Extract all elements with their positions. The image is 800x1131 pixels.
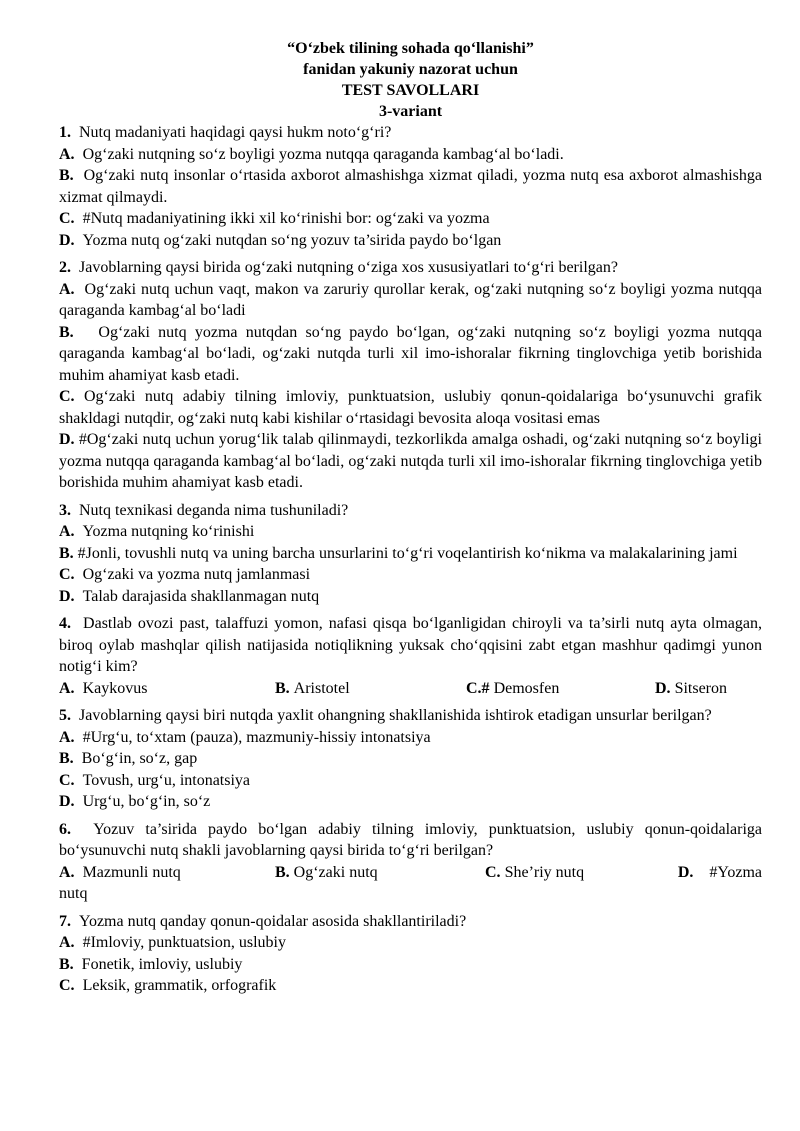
option-text: Urg‘u, bo‘g‘in, so‘z	[82, 793, 211, 810]
option-letter: B.	[275, 863, 290, 881]
options-row	[59, 862, 762, 884]
option-d	[59, 230, 762, 252]
option-text: Og‘zaki nutqning so‘z boyligi yozma nutqqa qaraganda kambag‘al bo‘ladi.	[82, 145, 564, 163]
option-letter: A.	[59, 863, 75, 881]
question-stem: Yozuv ta’sirida paydo bo‘lgan adabiy tilning imloviy, punktuatsion, uslubiy qonun-qoidalariga bo‘ysunuvchi nutq shakli javoblarning qaysi birida to‘g‘ri berilgan?	[59, 820, 762, 859]
option-d	[59, 586, 762, 608]
question-text	[59, 500, 762, 522]
question-7	[59, 911, 762, 997]
option-a	[59, 862, 275, 884]
option-c	[59, 386, 762, 429]
question-text	[59, 122, 762, 144]
option-text: Og‘zaki nutq yozma nutqdan so‘ng paydo bo‘lgan, og‘zaki nutqning so‘z boyligi yozma nutqqa qaraganda kambag‘al bo‘ladi, og‘zaki nutqda turli xil imo-ishoralar fikrning tinglovchiga yetib borishida muhim ahamiyat kasb etadi.	[59, 323, 762, 384]
option-text: nutq	[59, 885, 88, 902]
option-c	[466, 678, 655, 700]
option-letter: D.	[677, 863, 694, 881]
question-number: 3.	[59, 501, 71, 519]
option-letter: C.#	[466, 679, 490, 697]
question-number: 4.	[59, 615, 71, 632]
option-letter: C.	[59, 210, 75, 227]
option-letter: B.	[59, 955, 74, 973]
option-letter: C.	[59, 977, 75, 994]
option-d-continuation	[59, 883, 762, 905]
option-text: Demosfen	[493, 679, 560, 697]
option-letter: D.	[59, 231, 75, 249]
option-text: Fonetik, imloviy, uslubiy	[81, 955, 243, 973]
question-number: 6.	[59, 820, 71, 838]
option-a	[59, 932, 762, 954]
option-letter: A.	[59, 934, 75, 951]
option-text: Aristotel	[293, 679, 350, 697]
option-letter: A.	[59, 280, 75, 298]
option-text: Talab darajasida shakllanmagan nutq	[82, 587, 320, 605]
question-2	[59, 257, 762, 494]
question-text	[59, 819, 762, 862]
option-d	[655, 678, 762, 700]
test-document	[59, 38, 762, 997]
option-a	[59, 727, 762, 749]
question-number: 2.	[59, 259, 71, 276]
option-text: Yozma nutqning ko‘rinishi	[82, 523, 255, 540]
option-text: #Nutq madaniyatining ikki xil ko‘rinishi bor: og‘zaki va yozma	[82, 210, 490, 227]
option-text: #Jonli, tovushli nutq va uning barcha unsurlarini to‘g‘ri voqelantirish ko‘nikma va malakalarining jami	[77, 544, 738, 562]
options-row	[59, 678, 762, 700]
option-letter: B.	[59, 323, 74, 341]
option-b	[59, 748, 762, 770]
option-letter: C.	[59, 388, 75, 405]
header-variant: 3-variant	[378, 103, 443, 120]
option-c	[485, 862, 663, 884]
option-letter: B.	[59, 750, 74, 767]
option-letter: A.	[59, 145, 75, 163]
option-text: Og‘zaki nutq uchun vaqt, makon va zaruriy qurollar kerak, og‘zaki nutqning so‘z boyligi yozma nutqqa qaraganda kambag‘al bo‘ladi	[59, 280, 762, 319]
option-letter: A.	[59, 679, 75, 697]
option-text: Og‘zaki va yozma nutq jamlanmasi	[82, 566, 311, 583]
option-b	[59, 543, 762, 565]
question-3	[59, 500, 762, 608]
option-a	[59, 521, 762, 543]
question-stem: Yozma nutq qanday qonun-qoidalar asosida shakllantiriladi?	[79, 912, 467, 930]
question-text	[59, 911, 762, 933]
option-text: Kaykovus	[82, 679, 148, 697]
option-b	[59, 954, 762, 976]
question-text	[59, 705, 762, 727]
option-d	[663, 862, 762, 884]
option-text: #Urg‘u, to‘xtam (pauza), mazmuniy-hissiy intonatsiya	[82, 728, 431, 746]
option-text: Yozma nutq og‘zaki nutqdan so‘ng yozuv ta’sirida paydo bo‘lgan	[82, 231, 502, 249]
option-b	[59, 165, 762, 208]
option-letter: B.	[59, 544, 74, 562]
option-b	[275, 862, 485, 884]
option-letter: D.	[655, 679, 671, 697]
option-letter: A.	[59, 523, 75, 540]
option-d	[59, 429, 762, 494]
option-b	[275, 678, 466, 700]
option-text: #Imloviy, punktuatsion, uslubiy	[82, 934, 286, 951]
option-c	[59, 770, 762, 792]
option-letter: C.	[59, 771, 75, 789]
question-stem: Nutq madaniyati haqidagi qaysi hukm noto‘g‘ri?	[79, 124, 392, 141]
option-text: She’riy nutq	[504, 863, 585, 881]
question-5	[59, 705, 762, 813]
question-number: 1.	[59, 124, 71, 141]
option-letter: C.	[485, 863, 501, 881]
option-c	[59, 564, 762, 586]
option-a	[59, 678, 275, 700]
question-stem: Javoblarning qaysi biri nutqda yaxlit ohangning shakllanishida ishtirok etadigan unsurlar berilgan?	[79, 707, 712, 724]
option-d	[59, 791, 762, 813]
option-a	[59, 144, 762, 166]
question-stem: Nutq texnikasi deganda nima tushuniladi?	[79, 501, 349, 519]
question-text	[59, 257, 762, 279]
option-letter: D.	[59, 431, 75, 448]
option-letter: D.	[59, 587, 75, 605]
question-number: 5.	[59, 707, 71, 724]
option-text: Leksik, grammatik, orfografik	[82, 977, 277, 994]
header-subtitle: fanidan yakuniy nazorat uchun	[303, 61, 518, 78]
option-text: Sitseron	[674, 679, 728, 697]
option-text: Og‘zaki nutq	[293, 863, 378, 881]
document-header	[59, 38, 762, 122]
option-a	[59, 279, 762, 322]
option-letter: A.	[59, 728, 75, 746]
option-letter: D.	[59, 793, 75, 810]
question-1	[59, 122, 762, 251]
question-stem: Dastlab ovozi past, talaffuzi yomon, nafasi qisqa bo‘lganligidan chiroyli va ta’sirli nutq ayta olmagan, biroq oylab mashqlar qilish natijasida notiqlikning yuksak cho‘qqisini zabt etgan mashhur qadimgi yunon notig‘i kim?	[59, 615, 763, 675]
question-6	[59, 819, 762, 905]
option-letter: B.	[275, 679, 290, 697]
option-text: Tovush, urg‘u, intonatsiya	[82, 771, 251, 789]
question-number: 7.	[59, 912, 71, 930]
question-stem: Javoblarning qaysi birida og‘zaki nutqning o‘ziga xos xususiyatlari to‘g‘ri berilgan?	[79, 259, 618, 276]
header-test-title: TEST SAVOLLARI	[341, 82, 480, 99]
option-text: Og‘zaki nutq adabiy tilning imloviy, punktuatsion, uslubiy qonun-qoidalariga bo‘ysunuvchi grafik shakldagi nutqdir, og‘zaki nutq kabi kishilar o‘rtasidagi bevosita aloqa vositasi emas	[59, 388, 762, 427]
option-text: Mazmunli nutq	[82, 863, 181, 881]
option-text: #Og‘zaki nutq uchun yorug‘lik talab qilinmaydi, tezkorlikda amalga oshadi, og‘zaki nutqning so‘z boyligi yozma nutqqa qaraganda kambag‘al bo‘ladi, og‘zaki nutqda turli xil imo-ishoralar fikrning tinglovchiga yetib borishida muhim ahamiyat kasb etadi.	[59, 431, 763, 491]
option-c	[59, 208, 762, 230]
option-b	[59, 322, 762, 387]
header-subject-title: “O‘zbek tilining sohada qo‘llanishi”	[287, 40, 534, 57]
question-text	[59, 613, 762, 678]
question-4	[59, 613, 762, 699]
option-letter: B.	[59, 167, 74, 184]
option-text: #Yozma	[709, 863, 762, 881]
option-text: Bo‘g‘in, so‘z, gap	[81, 750, 198, 767]
option-letter: C.	[59, 566, 75, 583]
option-text: Og‘zaki nutq insonlar o‘rtasida axborot almashishga xizmat qiladi, yozma nutq esa axborot almashishga xizmat qilmaydi.	[59, 167, 763, 206]
option-c	[59, 975, 762, 997]
